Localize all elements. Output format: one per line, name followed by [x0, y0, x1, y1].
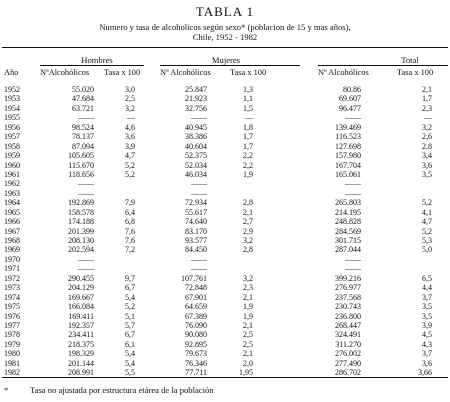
cell-mujeres-num: —— [191, 188, 207, 198]
footnote-text: Tasa no ajustada por estructura etárea de la población [30, 385, 214, 395]
cell-hombres-num: 198.329 [68, 349, 94, 359]
cell-mujeres-tasa: 2,5 [243, 330, 253, 340]
cell-total-tasa: 3,5 [422, 311, 432, 321]
cell-mujeres-tasa: 2,2 [243, 151, 253, 161]
cell-mujeres-tasa: 1,95 [239, 368, 253, 378]
cell-hombres-tasa: 3,0 [125, 85, 135, 94]
cell-total-num: 157.980 [335, 151, 361, 161]
table-row [0, 85, 450, 94]
table-row [0, 170, 450, 179]
cell-mujeres-num: —— [191, 113, 207, 123]
cell-hombres-num: 208.991 [68, 368, 94, 378]
cell-mujeres-num: 46.034 [185, 169, 207, 179]
table-row [0, 312, 450, 321]
cell-anio: 1957 [4, 132, 20, 142]
table-row [0, 151, 450, 160]
cell-hombres-tasa: 7,9 [125, 198, 135, 208]
cell-mujeres-tasa: 1,5 [243, 103, 253, 113]
cell-total-num: 230.743 [335, 302, 361, 312]
cell-total-num: 399.216 [335, 273, 361, 283]
cell-hombres-tasa: 6,4 [125, 207, 135, 217]
cell-hombres-tasa: 7,6 [125, 226, 135, 236]
cell-total-num: 284.569 [335, 226, 361, 236]
cell-hombres-num: 202.594 [68, 245, 94, 255]
column-header-anio: Año [4, 68, 19, 77]
cell-total-num: —— [345, 113, 361, 123]
table-row [0, 245, 450, 254]
cell-total-tasa: 2,8 [422, 141, 432, 151]
cell-mujeres-num: 72.848 [185, 283, 207, 293]
cell-anio: 1975 [4, 302, 20, 312]
cell-mujeres-tasa: 1,8 [243, 122, 253, 132]
cell-total-num: 276.002 [335, 349, 361, 359]
cell-hombres-tasa: 9,7 [125, 273, 135, 283]
cell-anio: 1952 [4, 85, 20, 94]
table-row [0, 132, 450, 141]
cell-total-tasa: 3,7 [422, 349, 432, 359]
cell-hombres-tasa: 5,2 [125, 160, 135, 170]
cell-mujeres-num: 67.901 [185, 292, 207, 302]
cell-hombres-num: 192.357 [68, 320, 94, 330]
cell-hombres-num: 87.094 [72, 141, 94, 151]
cell-total-tasa: 4,4 [422, 283, 432, 293]
cell-total-num: 165.061 [335, 169, 361, 179]
cell-anio: 1963 [4, 188, 20, 198]
cell-anio: 1977 [4, 320, 20, 330]
cell-mujeres-tasa: 2,7 [243, 217, 253, 227]
cell-total-num: 139.469 [335, 122, 361, 132]
cell-total-num: 268.447 [335, 320, 361, 330]
cell-hombres-tasa: 5,5 [125, 368, 135, 378]
cell-mujeres-tasa: 2,8 [243, 245, 253, 255]
table-row [0, 198, 450, 207]
cell-mujeres-tasa: — [245, 113, 253, 123]
table-row [0, 161, 450, 170]
table-row [0, 236, 450, 245]
cell-anio: 1979 [4, 339, 20, 349]
cell-total-tasa: 5,0 [422, 245, 432, 255]
cell-mujeres-num: 52.034 [185, 160, 207, 170]
cell-mujeres-num: 93.577 [185, 236, 207, 245]
cell-total-tasa: 3,2 [422, 122, 432, 132]
cell-total-num: 265.803 [335, 198, 361, 208]
cell-total-num: 286.702 [335, 368, 361, 378]
cell-total-num: 248.828 [335, 217, 361, 227]
cell-total-num: 116.523 [335, 132, 361, 142]
cell-total-tasa: 3,66 [418, 368, 432, 378]
cell-hombres-num: 55.020 [72, 85, 94, 94]
cell-anio: 1982 [4, 368, 20, 378]
cell-mujeres-tasa: 2,1 [243, 320, 253, 330]
table-row [0, 264, 450, 273]
table-row [0, 113, 450, 122]
cell-total-tasa: 5,2 [422, 226, 432, 236]
column-header-total-num: Nº Alcohólicos [318, 68, 369, 77]
cell-hombres-num: —— [78, 113, 94, 123]
cell-mujeres-num: 40.945 [185, 122, 207, 132]
table-row [0, 208, 450, 217]
cell-hombres-num: 169.667 [68, 292, 94, 302]
cell-mujeres-num: 38.386 [185, 132, 207, 142]
cell-mujeres-tasa: 2,5 [243, 339, 253, 349]
cell-mujeres-num: 90.080 [185, 330, 207, 340]
cell-anio: 1954 [4, 103, 20, 113]
cell-hombres-tasa: 3,6 [125, 132, 135, 142]
cell-anio: 1953 [4, 94, 20, 104]
cell-total-num: 236.800 [335, 311, 361, 321]
cell-mujeres-tasa: 1,7 [243, 132, 253, 142]
cell-mujeres-num: 72.934 [185, 198, 207, 208]
cell-mujeres-num: 67.389 [185, 311, 207, 321]
table-row [0, 340, 450, 349]
cell-anio: 1958 [4, 141, 20, 151]
cell-anio: 1980 [4, 349, 20, 359]
column-header-mujeres-num: Nº Alcohólicos [160, 68, 211, 77]
cell-total-num: 80.86 [343, 85, 361, 94]
cell-anio: 1972 [4, 273, 20, 283]
cell-total-tasa: 3,5 [422, 302, 432, 312]
cell-total-tasa: 2,3 [422, 103, 432, 113]
table-row [0, 94, 450, 103]
cell-mujeres-tasa: 2,2 [243, 160, 253, 170]
column-header-hombres-tasa: Tasa x 100 [104, 68, 141, 77]
cell-mujeres-tasa: 3,2 [243, 273, 253, 283]
cell-hombres-num: —— [78, 264, 94, 274]
cell-mujeres-num: 21.923 [185, 94, 207, 104]
cell-total-tasa: 4,1 [422, 207, 432, 217]
table-row [0, 330, 450, 339]
cell-hombres-num: 234.411 [68, 330, 94, 340]
group-header-mujeres: Mujeres [211, 55, 241, 65]
cell-hombres-tasa: 2,5 [125, 94, 135, 104]
cell-hombres-num: 115.670 [68, 160, 94, 170]
cell-total-tasa: 3,7 [422, 292, 432, 302]
cell-total-num: 277.490 [335, 358, 361, 368]
table-row [0, 283, 450, 292]
cell-anio: 1973 [4, 283, 20, 293]
cell-hombres-num: 47.684 [72, 94, 94, 104]
cell-mujeres-tasa: 2,3 [243, 283, 253, 293]
cell-total-num: 167.704 [335, 160, 361, 170]
cell-anio: 1978 [4, 330, 20, 340]
cell-anio: 1969 [4, 245, 20, 255]
table-row [0, 302, 450, 311]
cell-hombres-tasa: — [127, 113, 135, 123]
cell-anio: 1964 [4, 198, 20, 208]
table-subtitle-line1: Numero y tasa de alcoholicos según sexo* (poblacion de 15 y mas años), [99, 22, 351, 32]
cell-anio: 1956 [4, 122, 20, 132]
cell-mujeres-num: 76.346 [185, 358, 207, 368]
cell-hombres-tasa: 7,6 [125, 236, 135, 245]
cell-anio: 1970 [4, 254, 20, 264]
cell-mujeres-tasa: 1,9 [243, 302, 253, 312]
cell-total-tasa: 3,5 [422, 169, 432, 179]
cell-total-num: 96.477 [339, 103, 361, 113]
cell-hombres-tasa: 5,4 [125, 358, 135, 368]
table-row [0, 321, 450, 330]
cell-mujeres-tasa: 1,3 [243, 85, 253, 94]
table-row [0, 142, 450, 151]
cell-mujeres-tasa: 1,7 [243, 141, 253, 151]
cell-total-tasa: 1,7 [422, 94, 432, 104]
cell-total-num: 301.715 [335, 236, 361, 245]
cell-hombres-num: 208.130 [68, 236, 94, 245]
cell-mujeres-tasa: 2,1 [243, 349, 253, 359]
cell-hombres-num: 201.144 [68, 358, 94, 368]
cell-anio: 1961 [4, 169, 20, 179]
table-row [0, 359, 450, 368]
top-rule [2, 47, 448, 48]
bottom-rule [2, 377, 448, 378]
cell-total-tasa: 4,3 [422, 339, 432, 349]
table-row [0, 189, 450, 198]
group-header-total: Total [401, 55, 419, 65]
cell-hombres-num: 204.129 [68, 283, 94, 293]
cell-hombres-num: 218.375 [68, 339, 94, 349]
cell-mujeres-num: —— [191, 179, 207, 189]
cell-mujeres-num: 40.604 [185, 141, 207, 151]
cell-hombres-tasa: 3,9 [125, 141, 135, 151]
cell-hombres-tasa: 6,1 [125, 339, 135, 349]
table-body [0, 85, 450, 378]
cell-total-num: —— [345, 254, 361, 264]
cell-mujeres-tasa: 2,9 [243, 226, 253, 236]
cell-total-tasa: 3,6 [422, 358, 432, 368]
table-row [0, 255, 450, 264]
cell-mujeres-tasa: 2,8 [243, 198, 253, 208]
cell-hombres-tasa: 4,7 [125, 151, 135, 161]
cell-hombres-num: 166.084 [68, 302, 94, 312]
cell-mujeres-num: 79.673 [185, 349, 207, 359]
cell-mujeres-num: 107.761 [181, 273, 207, 283]
cell-anio: 1981 [4, 358, 20, 368]
footnote-mark: * [4, 385, 9, 395]
table-row [0, 179, 450, 188]
cell-total-tasa: — [424, 113, 432, 123]
cell-mujeres-num: 55.617 [185, 207, 207, 217]
cell-hombres-tasa: 5,2 [125, 302, 135, 312]
cell-total-tasa: 4,5 [422, 330, 432, 340]
table-row [0, 349, 450, 358]
cell-hombres-num: 105.605 [68, 151, 94, 161]
cell-anio: 1971 [4, 264, 20, 274]
cell-total-tasa: 4,7 [422, 217, 432, 227]
cell-total-tasa: 2,6 [422, 132, 432, 142]
cell-mujeres-num: 92.895 [185, 339, 207, 349]
column-header-total-tasa: Tasa x 100 [397, 68, 434, 77]
cell-total-num: —— [345, 264, 361, 274]
cell-hombres-num: 118.656 [68, 169, 94, 179]
cell-mujeres-num: 52.375 [185, 151, 207, 161]
cell-mujeres-tasa: 1,9 [243, 169, 253, 179]
cell-hombres-num: —— [78, 179, 94, 189]
cell-anio: 1967 [4, 226, 20, 236]
cell-hombres-num: 63.721 [72, 103, 94, 113]
cell-hombres-tasa: 6,7 [125, 283, 135, 293]
cell-anio: 1962 [4, 179, 20, 189]
column-header-mujeres-tasa: Tasa x 100 [230, 68, 267, 77]
cell-anio: 1976 [4, 311, 20, 321]
cell-anio: 1965 [4, 207, 20, 217]
cell-hombres-num: 169.411 [68, 311, 94, 321]
cell-total-num: 287.044 [335, 245, 361, 255]
column-header-hombres-num: NºAlcohólicos [40, 68, 90, 77]
cell-mujeres-tasa: 2,0 [243, 358, 253, 368]
cell-mujeres-num: 76.090 [185, 320, 207, 330]
table-subtitle-line2: Chile, 1952 - 1982 [192, 32, 258, 42]
cell-mujeres-tasa: 2,1 [243, 207, 253, 217]
cell-total-tasa: 2,1 [422, 85, 432, 94]
cell-hombres-num: 192.869 [68, 198, 94, 208]
cell-total-tasa: 5,2 [422, 198, 432, 208]
cell-hombres-tasa: 6,7 [125, 330, 135, 340]
cell-anio: 1960 [4, 160, 20, 170]
table-row [0, 227, 450, 236]
cell-hombres-tasa: 5,7 [125, 320, 135, 330]
cell-mujeres-num: 32.756 [185, 103, 207, 113]
cell-mujeres-tasa: 2,1 [243, 292, 253, 302]
table-row [0, 104, 450, 113]
table-title: TABLA 1 [195, 4, 255, 19]
cell-hombres-tasa: 5,1 [125, 311, 135, 321]
cell-mujeres-num: 83.170 [185, 226, 207, 236]
group-underline-mujeres [160, 65, 300, 66]
cell-hombres-tasa: 5,4 [125, 349, 135, 359]
cell-mujeres-num: —— [191, 264, 207, 274]
cell-anio: 1955 [4, 113, 20, 123]
cell-total-num: 214.195 [335, 207, 361, 217]
cell-hombres-tasa: 5,4 [125, 292, 135, 302]
cell-hombres-tasa: 3,2 [125, 103, 135, 113]
cell-total-tasa: 3,4 [422, 151, 432, 161]
group-underline-hombres [40, 65, 144, 66]
cell-total-num: —— [345, 188, 361, 198]
cell-hombres-num: 201.399 [68, 226, 94, 236]
cell-hombres-tasa: 4,6 [125, 122, 135, 132]
cell-total-tasa: 3,6 [422, 160, 432, 170]
cell-mujeres-num: 84.450 [185, 245, 207, 255]
table-row [0, 293, 450, 302]
cell-total-tasa: 3,9 [422, 320, 432, 330]
cell-total-num: 237.568 [335, 292, 361, 302]
cell-mujeres-num: 25.847 [185, 85, 207, 94]
cell-total-num: 311.270 [335, 339, 361, 349]
cell-total-num: 69.607 [339, 94, 361, 104]
cell-mujeres-num: 64.659 [185, 302, 207, 312]
cell-hombres-tasa: 6,8 [125, 217, 135, 227]
cell-hombres-num: 158.578 [68, 207, 94, 217]
cell-hombres-tasa: 7,2 [125, 245, 135, 255]
table-row [0, 274, 450, 283]
cell-total-num: —— [345, 179, 361, 189]
cell-mujeres-num: 74.640 [185, 217, 207, 227]
cell-hombres-num: —— [78, 188, 94, 198]
cell-total-tasa: 6,5 [422, 273, 432, 283]
cell-total-num: 127.698 [335, 141, 361, 151]
cell-hombres-num: —— [78, 254, 94, 264]
cell-mujeres-num: 77.711 [185, 368, 207, 378]
cell-total-num: 324.491 [335, 330, 361, 340]
cell-mujeres-num: —— [191, 254, 207, 264]
cell-anio: 1968 [4, 236, 20, 245]
cell-total-tasa: 5,3 [422, 236, 432, 245]
table-row [0, 123, 450, 132]
cell-mujeres-tasa: 1,9 [243, 311, 253, 321]
cell-hombres-num: 78.137 [72, 132, 94, 142]
cell-anio: 1966 [4, 217, 20, 227]
cell-mujeres-tasa: 3,2 [243, 236, 253, 245]
cell-mujeres-tasa: 1,1 [243, 94, 253, 104]
table-row [0, 217, 450, 226]
cell-hombres-tasa: 5,2 [125, 169, 135, 179]
cell-hombres-num: 98.524 [72, 122, 94, 132]
cell-hombres-num: 174.188 [68, 217, 94, 227]
cell-total-num: 276.977 [335, 283, 361, 293]
cell-hombres-num: 290.455 [68, 273, 94, 283]
group-header-hombres: Hombres [81, 55, 113, 65]
cell-anio: 1974 [4, 292, 20, 302]
group-underline-total [318, 65, 448, 66]
cell-anio: 1959 [4, 151, 20, 161]
